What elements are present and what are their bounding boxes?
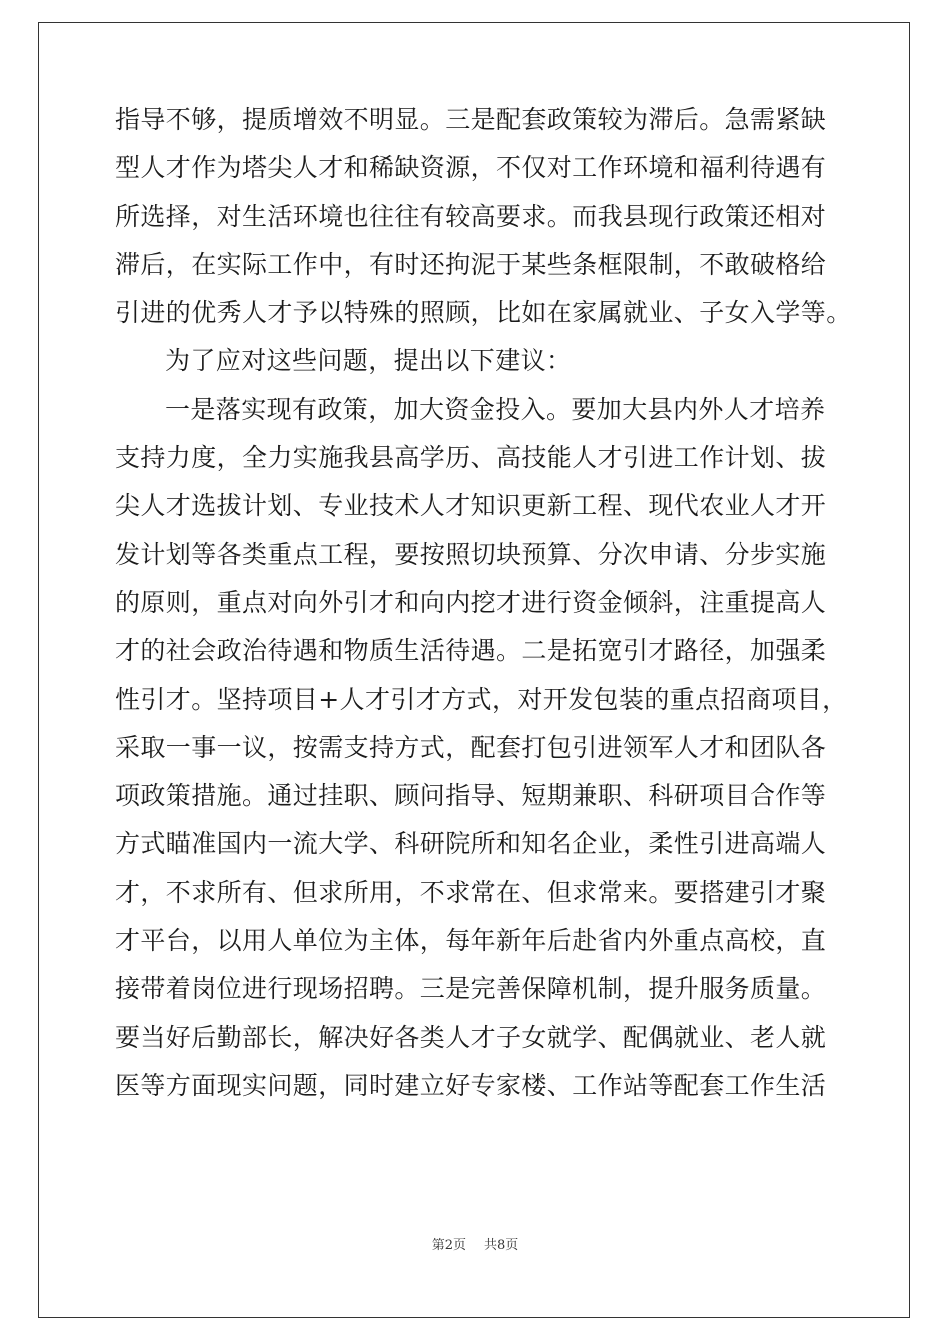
text-line: 方式瞄准国内一流大学、科研院所和知名企业，柔性引进高端人: [115, 829, 827, 859]
text-line: 才的社会政治待遇和物质生活待遇。二是拓宽引才路径，加强柔: [115, 636, 827, 666]
text-line: 要当好后勤部长，解决好各类人才子女就学、配偶就业、老人就: [115, 1022, 827, 1052]
text-line: 医等方面现实问题，同时建立好专家楼、工作站等配套工作生活: [115, 1070, 827, 1100]
text-line: 的原则，重点对向外引才和向内挖才进行资金倾斜，注重提高人: [115, 587, 827, 617]
text-line: 指导不够，提质增效不明显。三是配套政策较为滞后。急需紧缺: [115, 105, 827, 134]
text-line: 尖人才选拔计划、专业技术人才知识更新工程、现代农业人才开: [115, 491, 827, 521]
page-footer: [0, 1234, 950, 1253]
text-line: 为了应对这些问题，提出以下建议：: [165, 346, 572, 376]
text-line: 一是落实现有政策，加大资金投入。要加大县内外人才培养: [165, 394, 826, 424]
text-line: 才，不求所有、但求所用，不求常在、但求常来。要搭建引才聚: [115, 877, 827, 907]
text-line: 支持力度，全力实施我县高学历、高技能人才引进工作计划、拔: [115, 443, 827, 473]
document-body: [115, 96, 852, 1110]
text-line: 发计划等各类重点工程，要按照切块预算、分次申请、分步实施: [115, 539, 827, 569]
text-line: 项政策措施。通过挂职、顾问指导、短期兼职、科研项目合作等: [115, 781, 827, 811]
text-line: 才平台，以用人单位为主体，每年新年后赴省内外重点高校，直: [115, 926, 827, 956]
text-line: 所选择，对生活环境也往往有较高要求。而我县现行政策还相对: [115, 201, 827, 231]
text-line: 滞后，在实际工作中，有时还拘泥于某些条框限制，不敢破格给: [115, 249, 827, 279]
text-line: 性引才。坚持项目+人才引才方式，对开发包装的重点招商项目，: [115, 684, 848, 714]
text-line: 采取一事一议，按需支持方式，配套打包引进领军人才和团队各: [115, 732, 827, 762]
text-line: 引进的优秀人才予以特殊的照顾，比如在家属就业、子女入学等。: [115, 298, 852, 328]
page-total: 共8页: [484, 1238, 519, 1253]
page-number: 第2页: [431, 1238, 466, 1253]
text-line: 型人才作为塔尖人才和稀缺资源，不仅对工作环境和福利待遇有: [115, 153, 827, 183]
text-line: 接带着岗位进行现场招聘。三是完善保障机制，提升服务质量。: [115, 974, 827, 1004]
